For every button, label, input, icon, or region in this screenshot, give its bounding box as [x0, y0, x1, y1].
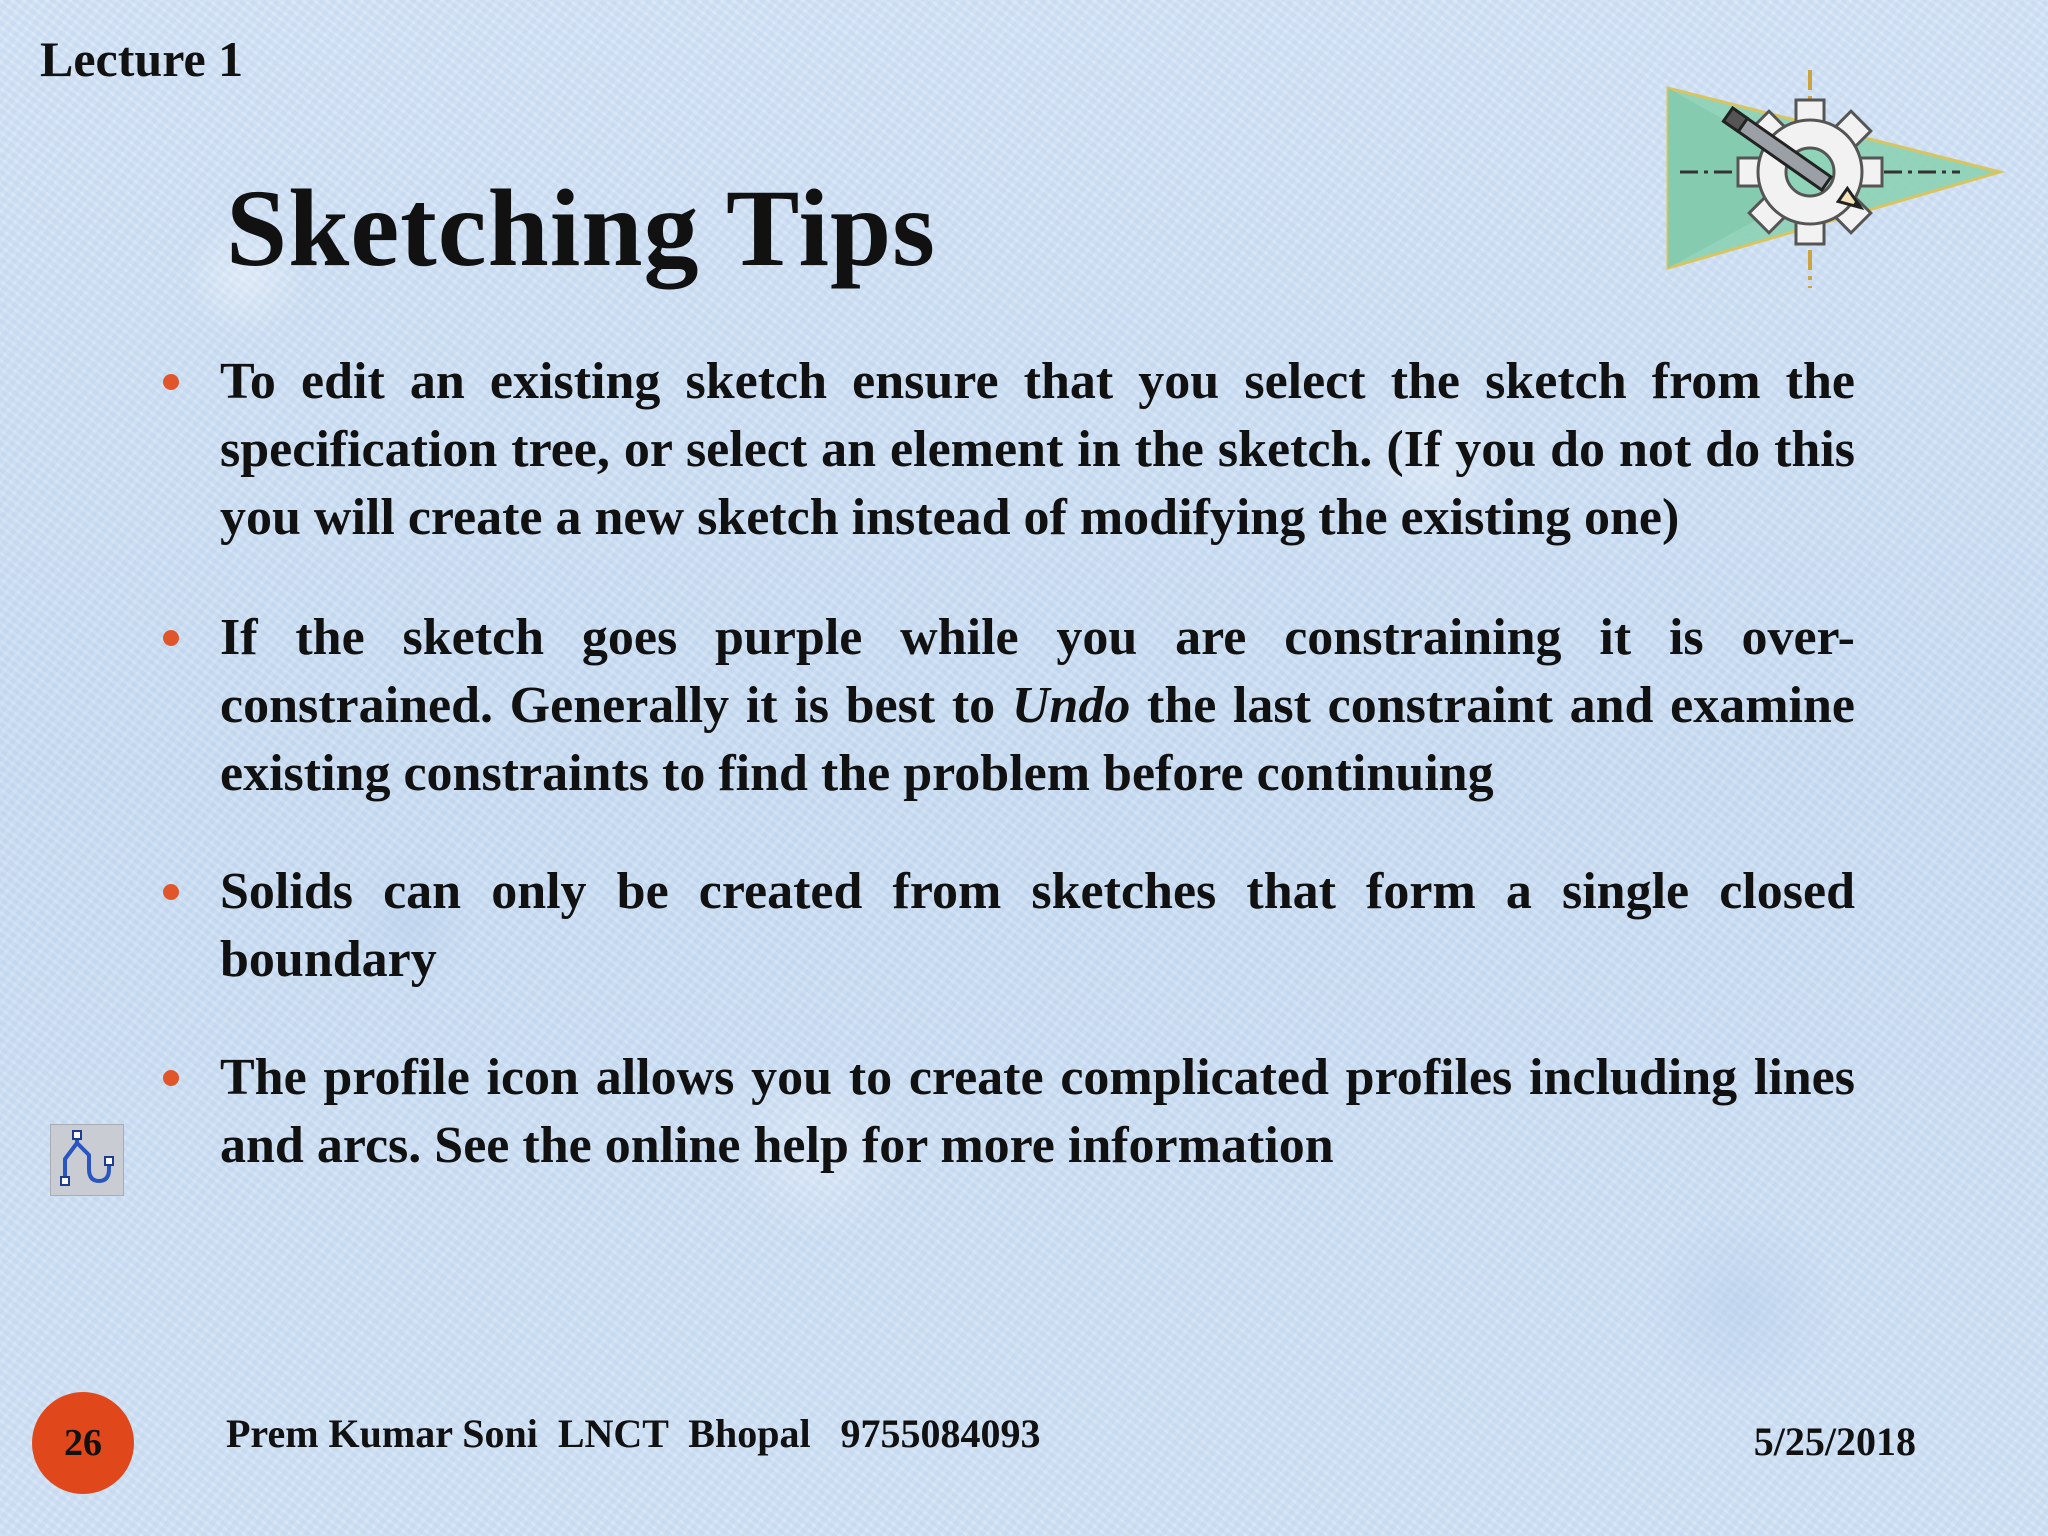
bullet-item-over-constrained: [160, 604, 1855, 808]
slide-title: Sketching Tips: [226, 167, 936, 289]
bullet-emphasis: Undo: [1011, 677, 1131, 734]
lecture-label: Lecture 1: [40, 31, 244, 87]
bullet-text-part: the last constraint and examine existing constraints to find the problem before continuing: [220, 677, 1855, 802]
bullet-dot-icon: [163, 374, 179, 390]
bullet-dot-icon: [163, 1070, 179, 1086]
bullet-text-part: If the sketch goes purple while you are constraining it is over-constrained. Generally it is best to: [220, 609, 1855, 734]
profile-tool-icon: [50, 1124, 124, 1196]
bullet-list: [160, 348, 1855, 1180]
sketcher-logo-icon: [1660, 60, 2010, 300]
page-number-badge: [32, 1392, 134, 1494]
bullet-text: To edit an existing sketch ensure that you select the sketch from the specification tree, or select an element in the sketch. (If you do not do this you will create a new sketch instead of modifying the existing one): [220, 353, 1855, 546]
bullet-item-edit-sketch: [160, 348, 1855, 552]
bullet-text: Solids can only be created from sketches that form a single closed boundary: [220, 863, 1855, 988]
page-number: 26: [64, 1422, 102, 1464]
footer-date: 5/25/2018: [1753, 1419, 1916, 1464]
bullet-dot-icon: [163, 630, 179, 646]
footer-author: Prem Kumar Soni LNCT Bhopal 9755084093: [226, 1411, 1041, 1456]
bullet-dot-icon: [163, 884, 179, 900]
bullet-text: The profile icon allows you to create complicated profiles including lines and arcs. See the online help for more information: [220, 1049, 1855, 1174]
bullet-item-profile-icon: [160, 1044, 1855, 1180]
bullet-item-solids: [160, 858, 1855, 994]
